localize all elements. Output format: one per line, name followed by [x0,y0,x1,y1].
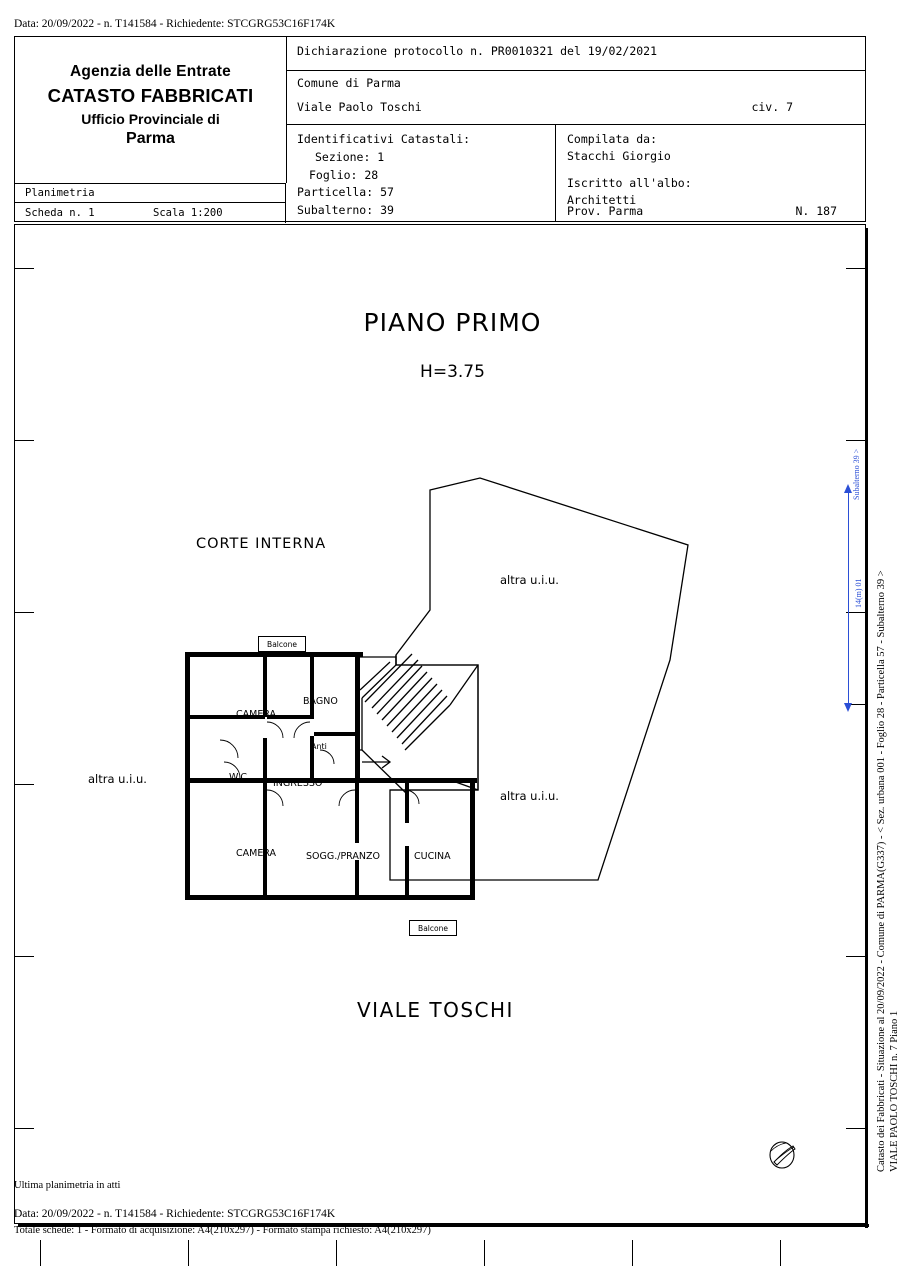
footer-line-2: Totale schede: 1 - Formato di acquisizione: A4(210x297) - Formato stampa richiesto: A4(210x297) [14,1225,431,1236]
room-label-bagno: BAGNO [303,696,338,707]
corte-interna-label: CORTE INTERNA [196,536,327,552]
compilata-value: Stacchi Giorgio [567,149,671,164]
subalterno-row: Subalterno: 39 [297,203,394,218]
height-label: H=3.75 [420,362,485,382]
frame-tick [14,440,34,441]
prov-label: Prov. Parma [567,203,644,218]
measure-label: 14(m) 01 [854,578,863,608]
street-label: VIALE TOSCHI [357,998,514,1022]
iscritto-value: Architetti [567,192,637,207]
planimetria-label: Planimetria [15,184,285,203]
frame-tick [40,1240,41,1266]
particella-row: Particella: 57 [297,185,394,200]
stair-corridor [355,654,478,795]
frame-tick [484,1240,485,1266]
frame-tick [846,1128,866,1129]
declaration-row: Dichiarazione protocollo n. PR0010321 del 19/02/2021 [286,37,865,71]
altra-uiu-top-label: altra u.i.u. [500,573,559,587]
indirizzo-row [286,95,865,125]
room-label-ingresso: INGRESSO [273,778,323,789]
header-box [14,36,866,222]
top-meta-line: Data: 20/09/2022 - n. T141584 - Richiedente: STCGRG53C16F174K [14,18,336,30]
room-label-anti: Anti [311,742,327,751]
floor-title: PIANO PRIMO [363,308,542,337]
foglio-row: Foglio: 28 [309,167,379,182]
comune-row: Comune di Parma [297,76,401,90]
compilata-block [556,125,865,227]
frame-tick [780,1240,781,1266]
header-bottom-row [286,125,865,221]
footer-line-1: Data: 20/09/2022 - n. T141584 - Richiedente: STCGRG53C16F174K [14,1208,336,1220]
side-address-text: VIALE PAOLO TOSCHI n. 7 Piano 1 [889,1010,900,1172]
frame-tick [14,956,34,957]
side-certification-text: Catasto dei Fabbricati - Situazione al 20/09/2022 - Comune di PARMA(G337) - < Sez. urbana 001 - Foglio 28 - Particella 57 - Subalterno 39 > [876,570,887,1172]
scheda-scala-row [15,203,285,223]
official-stamp-icon [762,1138,804,1172]
frame-tick [846,956,866,957]
ufficio-label: Ufficio Provinciale di [81,111,220,127]
indirizzo-value: Viale Paolo Toschi [297,100,422,114]
identificativi-title: Identificativi Catastali: [297,132,471,146]
balcone-top: Balcone [258,636,306,652]
room-label-wc: W.C. [229,772,250,783]
planimetria-box [15,183,286,223]
room-label-cucina: CUCINA [414,851,451,862]
albo-number: N. 187 [795,203,837,218]
scala-label: Scala 1:200 [153,207,223,219]
agency-name: Agenzia delle Entrate [70,63,231,80]
frame-tick [188,1240,189,1266]
balcone-bottom: Balcone [409,920,457,936]
frame-tick [632,1240,633,1266]
header-right-block [286,37,865,221]
frame-tick [14,612,34,613]
footer-ultima-planimetria: Ultima planimetria in atti [14,1180,121,1191]
compilata-label: Compilata da: [567,132,658,146]
scheda-label: Scheda n. 1 [25,207,95,219]
frame-tick [336,1240,337,1266]
civico-value: civ. 7 [751,100,793,114]
altra-uiu-right-label: altra u.i.u. [500,789,559,803]
room-label-camera-1: CAMERA [236,709,277,720]
room-label-camera-2: CAMERA [236,848,277,859]
sezione-row: Sezione: 1 [315,149,385,164]
identificativi-block [286,125,556,221]
frame-tick [846,440,866,441]
iscritto-label: Iscritto all'albo: [567,175,692,190]
frame-tick [14,1128,34,1129]
frame-tick [846,268,866,269]
frame-tick [14,784,34,785]
measure-sub-label: Subalterno 39 > [852,448,861,500]
ufficio-city: Parma [126,130,175,147]
altra-uiu-left-label: altra u.i.u. [88,772,147,786]
catasto-title: CATASTO FABBRICATI [47,85,254,106]
room-label-soggiorno: SOGG./PRANZO [306,851,380,862]
frame-tick [14,268,34,269]
